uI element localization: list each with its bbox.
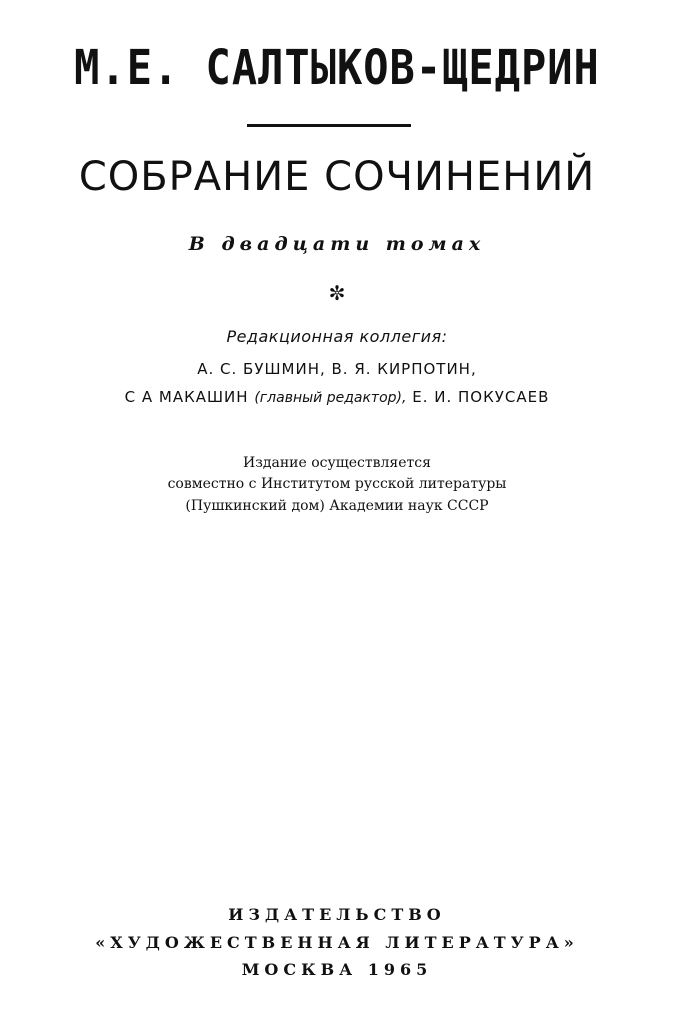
editorial-board-line-2	[0, 386, 674, 409]
edition-note-line-1: Издание осуществляется	[243, 455, 431, 471]
editorial-board-heading: Редакционная коллегия:	[226, 327, 448, 346]
collection-title: СОБРАНИЕ СОЧИНЕНИЙ	[78, 154, 596, 200]
publisher-name: «ХУДОЖЕСТВЕННАЯ ЛИТЕРАТУРА»	[95, 933, 579, 952]
editorial-board-line-1: А. С. БУШМИН, В. Я. КИРПОТИН,	[197, 360, 477, 378]
title-divider	[247, 124, 411, 127]
author-name: М.Е. САЛТЫКОВ-ЩЕДРИН	[74, 39, 600, 96]
editorial-board-names: С А МАКАШИН	[124, 388, 249, 406]
edition-note-line-2: совместно с Институтом русской литературы	[167, 476, 507, 492]
volumes-subtitle: В двадцати томах	[188, 233, 486, 255]
edition-note-line-3: (Пушкинский дом) Академии наук СССР	[185, 498, 489, 514]
editorial-board-names-rest: Е. И. ПОКУСАЕВ	[412, 388, 550, 406]
ornament-star-icon: ✼	[328, 281, 346, 305]
chief-editor-note: (главный редактор),	[254, 390, 407, 406]
publisher-label: ИЗДАТЕЛЬСТВО	[228, 905, 446, 924]
publisher-city-year: МОСКВА 1965	[241, 960, 433, 979]
